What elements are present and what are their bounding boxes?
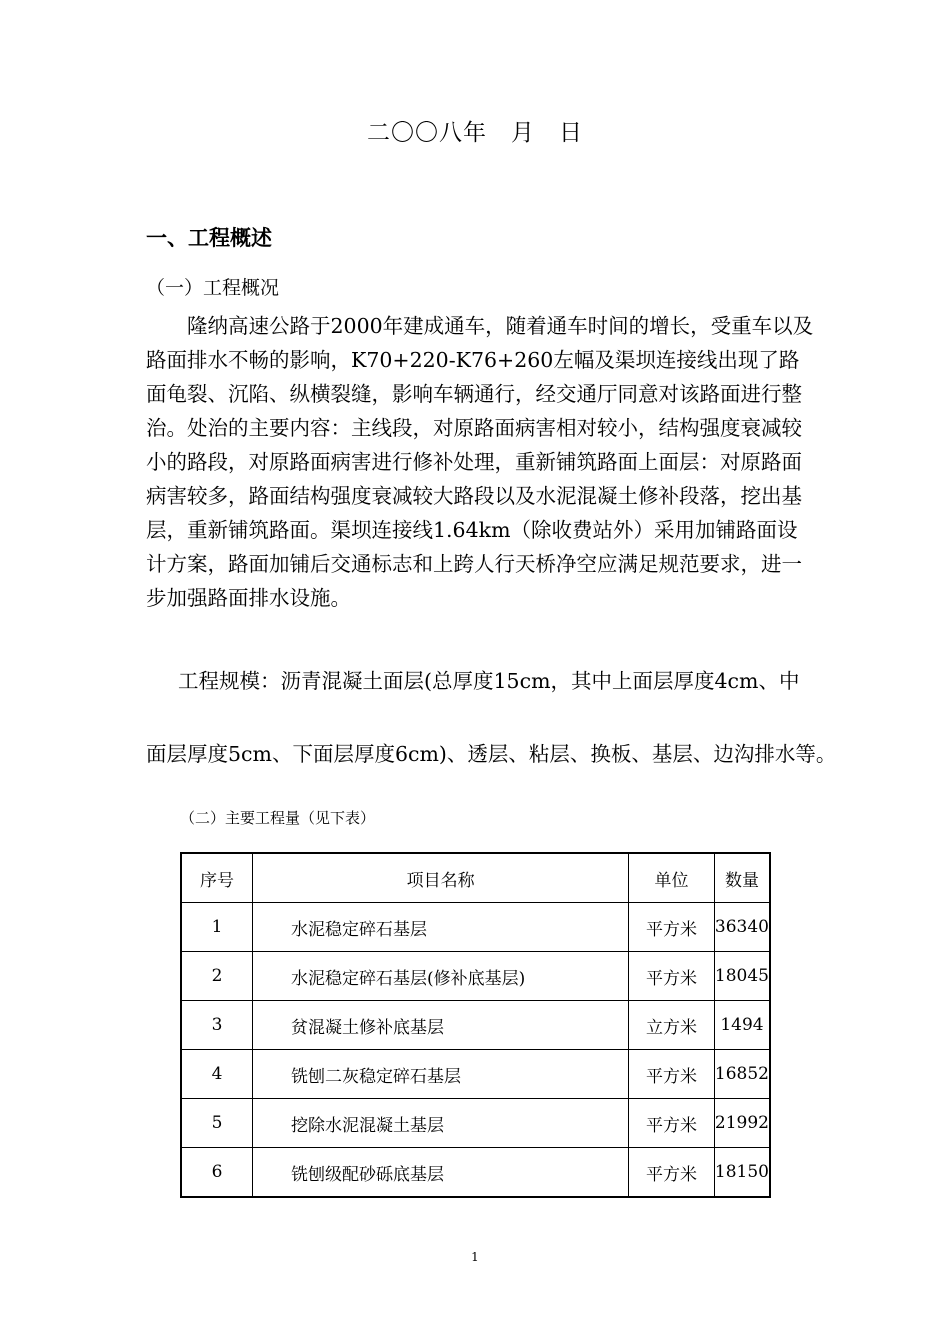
table-row [181,1099,770,1148]
header-no: 序号 [181,853,253,903]
table-row [181,1148,770,1198]
row-item-name: 贫混凝土修补底基层 [253,1001,629,1050]
row-item-name: 挖除水泥混凝土基层 [253,1099,629,1148]
row-no: 2 [181,952,253,1001]
row-unit: 平方米 [629,1148,715,1198]
row-unit: 立方米 [629,1001,715,1050]
row-no: 5 [181,1099,253,1148]
header-item-name: 项目名称 [253,853,629,903]
row-unit: 平方米 [629,1099,715,1148]
row-quantity: 36340 [714,903,770,952]
subsection-heading-quantities: （二）主要工程量（见下表） [180,809,376,827]
section-heading-overview: 一、工程概述 [146,226,272,250]
row-no: 4 [181,1050,253,1099]
table-header-row [181,853,770,903]
row-no: 1 [181,903,253,952]
row-unit: 平方米 [629,952,715,1001]
subsection-heading-situation: （一）工程概况 [146,277,280,299]
header-unit: 单位 [629,853,715,903]
row-quantity: 16852 [714,1050,770,1099]
row-unit: 平方米 [629,903,715,952]
row-unit: 平方米 [629,1050,715,1099]
row-item-name: 铣刨级配砂砾底基层 [253,1148,629,1198]
page-number: 1 [471,1250,479,1264]
quantities-table [180,852,771,1198]
row-quantity: 18150 [714,1148,770,1198]
header-quantity: 数量 [714,853,770,903]
scale-line-1: 工程规模：沥青混凝土面层(总厚度15cm，其中上面层厚度4cm、中 [178,669,800,693]
overview-paragraph: 隆纳高速公路于2000年建成通车，随着通车时间的增长，受重车以及路面排水不畅的影响，K70+220-K76+260左幅及渠坝连接线出现了路面龟裂、沉陷、纵横裂缝，影响车辆通行，经交通厅同意对该路面进行整治。处治的主要内容：主线段，对原路面病害相对较小，结构强度衰减较小的路段，对原路面病害进行修补处理，重新铺筑路面上面层：对原路面病害较多，路面结构强度衰减较大路段以及水泥混凝土修补段落，挖出基层，重新铺筑路面。渠坝连接线1.64km（除收费站外）采用加铺路面设计方案，路面加铺后交通标志和上跨人行天桥净空应满足规范要求，进一步加强路面排水设施。 [146,314,814,610]
table-row [181,1001,770,1050]
row-quantity: 21992 [714,1099,770,1148]
table-row [181,903,770,952]
row-item-name: 水泥稳定碎石基层 [253,903,629,952]
row-no: 6 [181,1148,253,1198]
row-quantity: 1494 [714,1001,770,1050]
table-row [181,952,770,1001]
row-no: 3 [181,1001,253,1050]
table-row [181,1050,770,1099]
scale-line-2: 面层厚度5cm、下面层厚度6cm)、透层、粘层、换板、基层、边沟排水等。 [146,742,837,766]
row-item-name: 水泥稳定碎石基层(修补底基层) [253,952,629,1001]
row-item-name: 铣刨二灰稳定碎石基层 [253,1050,629,1099]
row-quantity: 18045 [714,952,770,1001]
date-line: 二〇〇八年 月 日 [367,120,583,146]
